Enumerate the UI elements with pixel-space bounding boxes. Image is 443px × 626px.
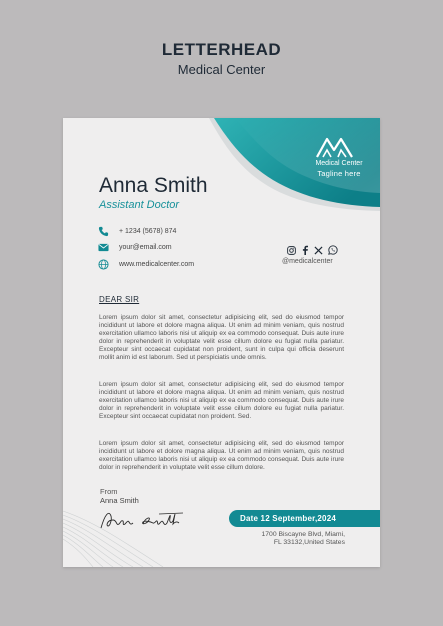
contact-email [98,241,172,253]
logo-tagline: Tagline here [317,169,361,178]
address-line-2: FL 33132,United States [273,539,345,546]
logo-title: Medical Center [315,160,363,167]
social-icons [287,245,343,255]
contact-phone-text: + 1234 (5678) 874 [119,227,177,235]
date-label: Date 12 September,2024 [240,514,337,523]
mail-icon [98,243,109,252]
contact-email-text: your@email.com [119,243,172,251]
letter-paragraph: Lorem ipsum dolor sit amet, consectetur adipisicing elit, sed do eiusmod tempor incididunt ut labore et dolore magna aliqua. Ut enim ad minim veniam, quis nostrud exercitation ullamco laboris nisi ut aliquip ex ea commodo consequat. Duis aute irure dolor in reprehenderit in voluptate velit esse cillum dolore. [99,440,344,472]
globe-icon [98,259,109,270]
person-role: Assistant Doctor [99,199,180,211]
page-header-title: LETTERHEAD [161,40,282,59]
signature-icon [99,504,189,534]
letter-paragraph: Lorem ipsum dolor sit amet, consectetur adipisicing elit, sed do eiusmod tempor incididunt ut labore et dolore magna aliqua. Ut enim ad minim veniam, quis nostrud exercitation ullamco laboris nisi ut aliquip ex ea commodo consequat. Duis aute irure dolor in reprehenderit in voluptate velit esse cillum dolore eu fugiat nulla pariatur. Excepteur sint occaecat cupidatat non proident. Sed. [99,381,344,421]
letterhead-sheet [63,118,380,567]
from-label: From [100,487,118,496]
phone-icon [98,226,109,237]
x-icon[interactable] [314,246,323,255]
salutation: DEAR SIR [99,295,140,304]
facebook-icon[interactable] [301,245,309,255]
contact-web [98,258,194,270]
whatsapp-icon[interactable] [328,245,338,255]
instagram-icon[interactable] [287,246,296,255]
person-name: Anna Smith [99,174,208,197]
address-line-1: 1700 Biscayne Blvd, Miami, [261,531,345,538]
from-name: Anna Smith [100,496,139,505]
social-handle: @medicalcenter [282,258,333,265]
contact-phone [98,225,176,237]
medical-center-logo-icon [316,135,356,159]
letter-paragraph: Lorem ipsum dolor sit amet, consectetur adipisicing elit, sed do eiusmod tempor incididunt ut labore et dolore magna aliqua. Ut enim ad minim veniam, quis nostrud exercitation ullamco laboris nisi ut aliquip ex ea commodo consequat. Duis aute irure dolor in reprehenderit in voluptate velit esse cillum dolore eu fugiat nulla pariatur. Excepteur sint occaecat cupidatat non proident, sunt in culpa qui officia deserunt mollit anim id est laborum. Sed ut perspiciatis unde omnis. [99,314,344,362]
contact-web-text: www.medicalcenter.com [119,260,195,268]
date-bar [229,510,380,527]
page-header-subtitle: Medical Center [177,62,266,77]
